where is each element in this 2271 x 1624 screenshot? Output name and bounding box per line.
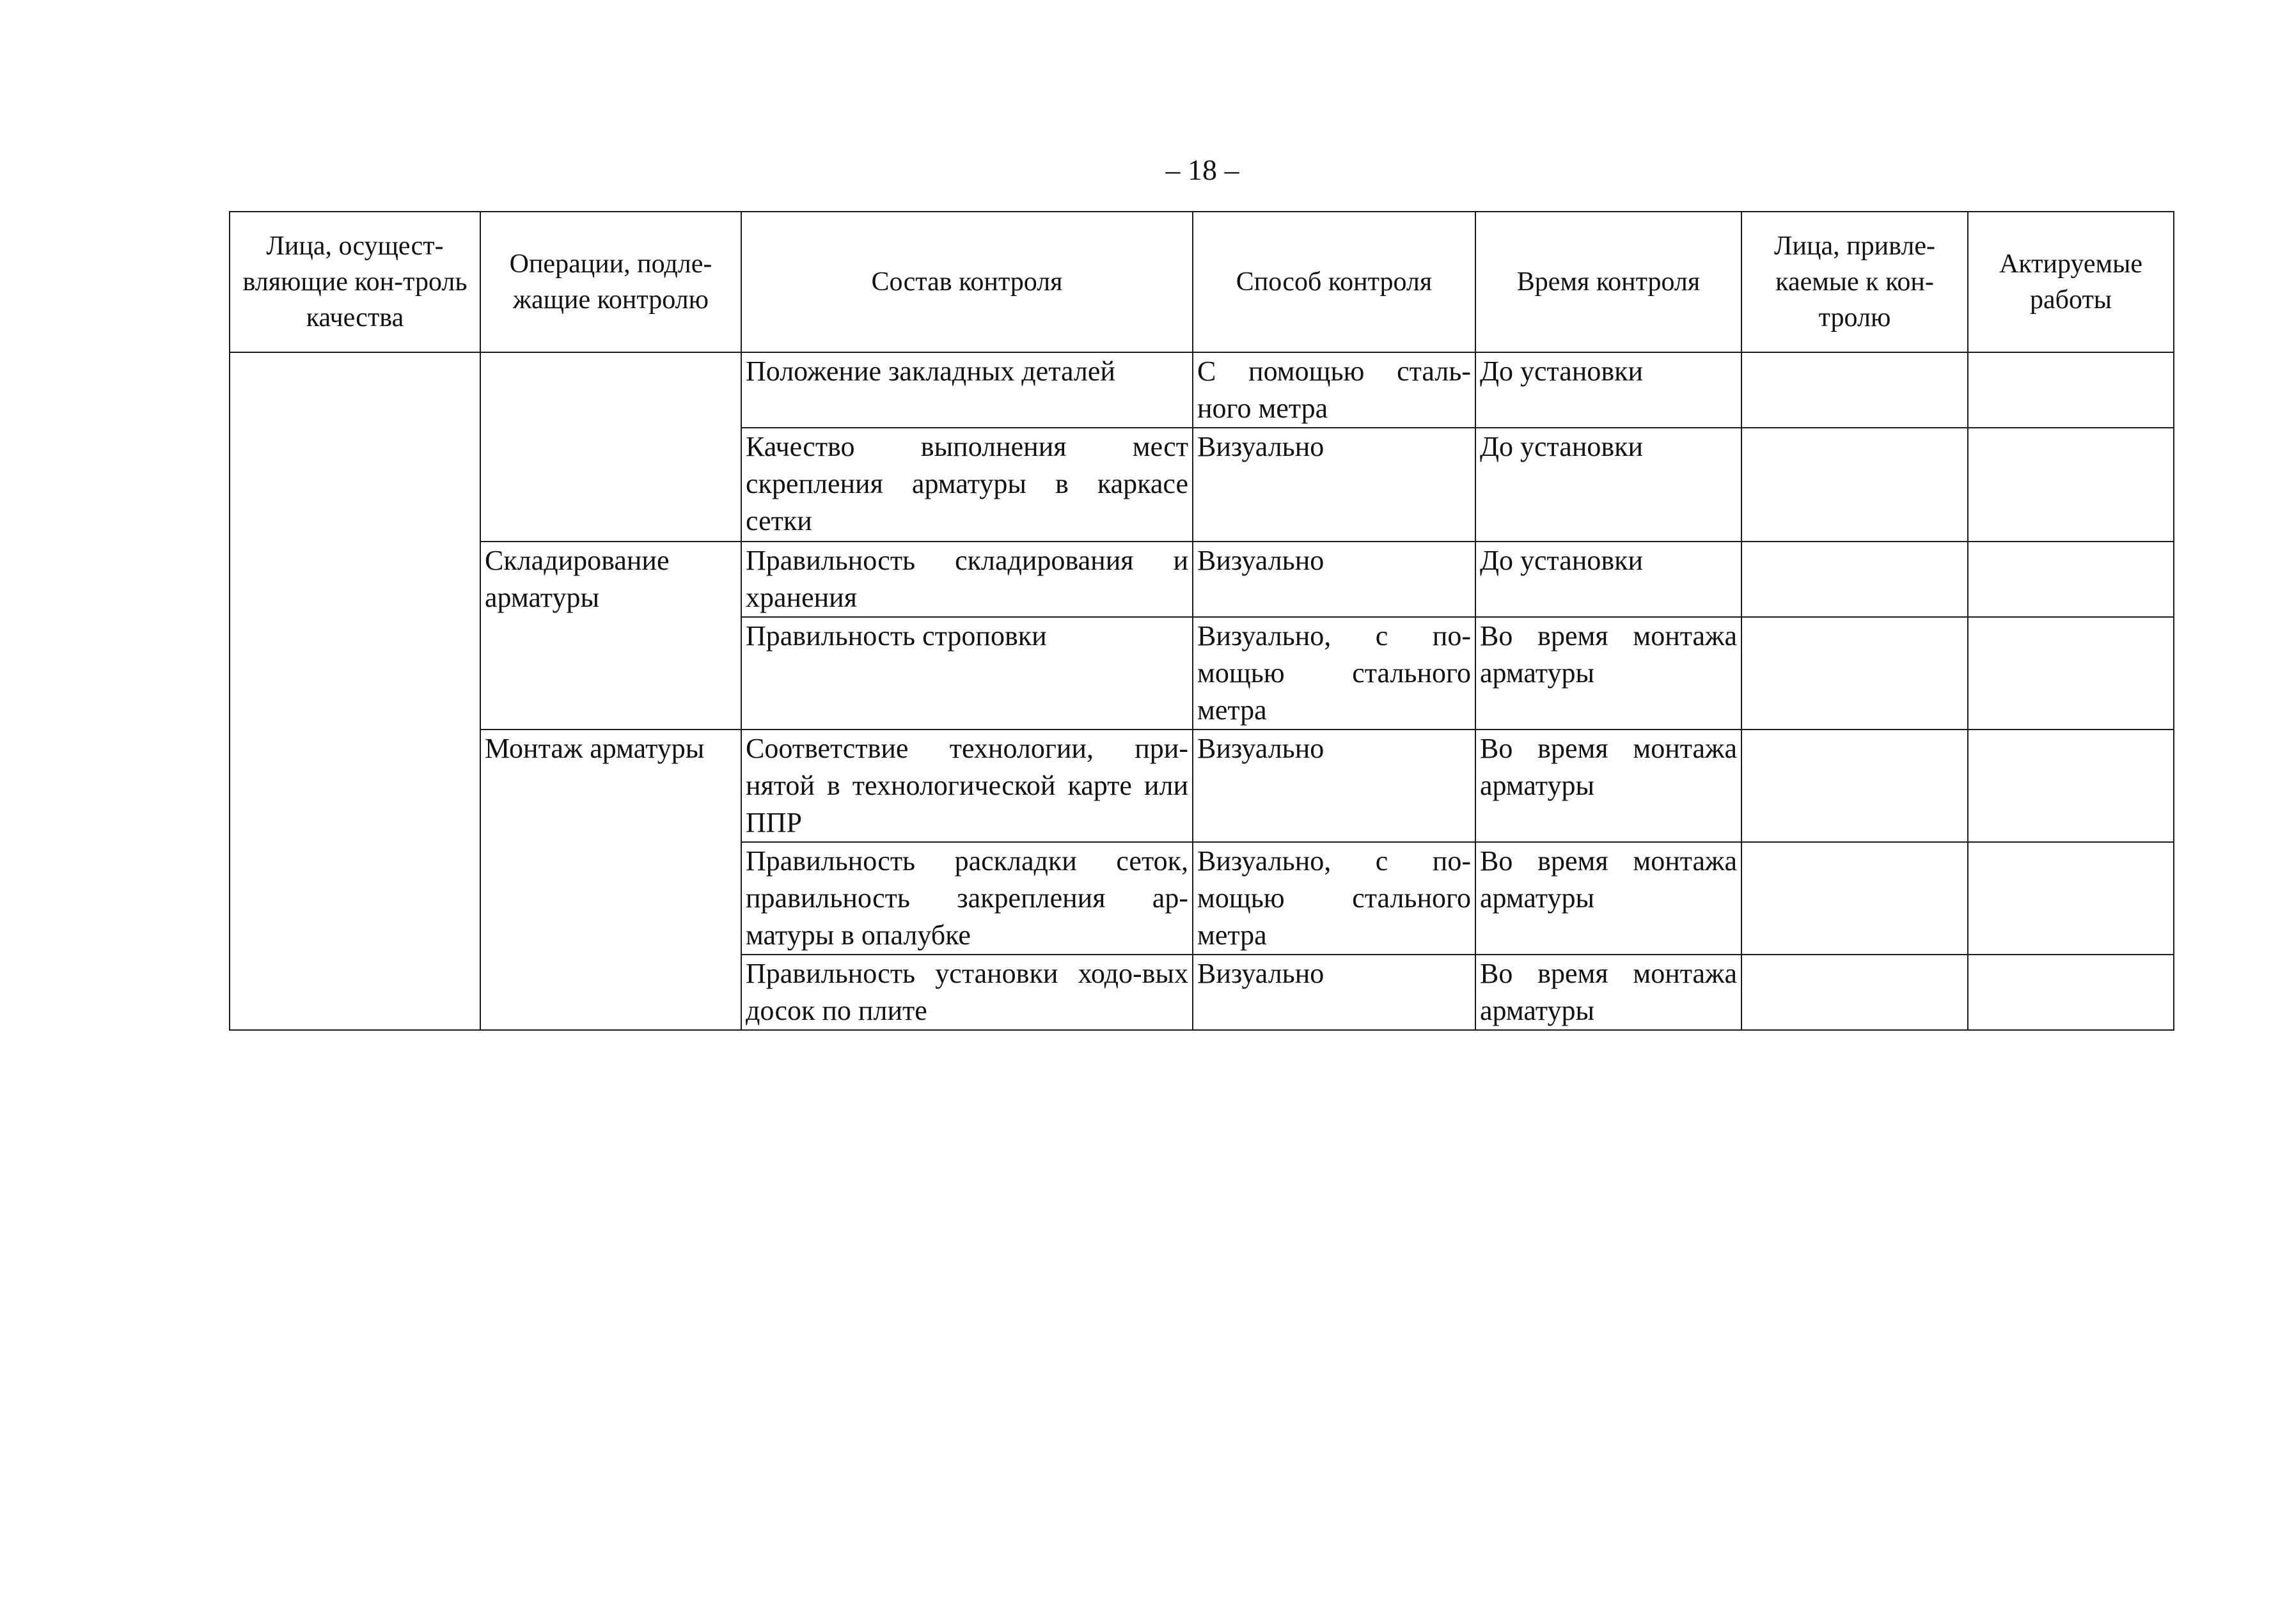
method-cell: Визуально [1193,542,1475,617]
operation-cell: Монтаж арматуры [480,730,741,1030]
time-cell: До установки [1475,542,1741,617]
header-method: Способ контроля [1193,212,1475,352]
table-row [230,352,2174,428]
time-cell: Во время монтажа арматуры [1475,617,1741,730]
quality-control-table [229,211,2174,1031]
method-cell: Визуально [1193,955,1475,1030]
quality-control-table-wrapper [229,211,2173,1031]
method-cell: Визуально, с по-мощью стального метра [1193,842,1475,955]
method-cell: Визуально [1193,730,1475,842]
certified-works-cell [1968,730,2174,842]
header-operations: Операции, подле-жащие контролю [480,212,741,352]
time-cell: Во время монтажа арматуры [1475,730,1741,842]
certified-works-cell [1968,955,2174,1030]
operation-cell: Складирование арматуры [480,542,741,730]
header-composition: Состав контроля [741,212,1193,352]
header-certified-works: Актируемые работы [1968,212,2174,352]
inspectors-cell [230,352,480,1030]
certified-works-cell [1968,617,2174,730]
involved-persons-cell [1741,428,1968,542]
composition-cell: Правильность складирования и хранения [741,542,1193,617]
method-cell: Визуально [1193,428,1475,542]
operation-cell-empty [480,352,741,542]
involved-persons-cell [1741,730,1968,842]
involved-persons-cell [1741,955,1968,1030]
certified-works-cell [1968,842,2174,955]
involved-persons-cell [1741,842,1968,955]
header-inspectors: Лица, осущест-вляющие кон-троль качества [230,212,480,352]
time-cell: Во время монтажа арматуры [1475,842,1741,955]
composition-cell: Правильность строповки [741,617,1193,730]
time-cell: До установки [1475,428,1741,542]
page-number: – 18 – [1165,153,1239,186]
composition-cell: Правильность раскладки сеток, правильность закрепления ар-матуры в опалубке [741,842,1193,955]
certified-works-cell [1968,542,2174,617]
time-cell: До установки [1475,352,1741,428]
time-cell: Во время монтажа арматуры [1475,955,1741,1030]
certified-works-cell [1968,428,2174,542]
composition-cell: Положение закладных деталей [741,352,1193,428]
header-involved-persons: Лица, привле-каемые к кон-тролю [1741,212,1968,352]
composition-cell: Качество выполнения мест скрепления арматуры в каркасе сетки [741,428,1193,542]
involved-persons-cell [1741,542,1968,617]
involved-persons-cell [1741,617,1968,730]
composition-cell: Соответствие технологии, при-нятой в технологической карте или ППР [741,730,1193,842]
method-cell: Визуально, с по-мощью стального метра [1193,617,1475,730]
method-cell: С помощью сталь-ного метра [1193,352,1475,428]
involved-persons-cell [1741,352,1968,428]
certified-works-cell [1968,352,2174,428]
table-row [230,542,2174,617]
header-time: Время контроля [1475,212,1741,352]
composition-cell: Правильность установки ходо-вых досок по плите [741,955,1193,1030]
table-row [230,730,2174,842]
table-header-row [230,212,2174,352]
